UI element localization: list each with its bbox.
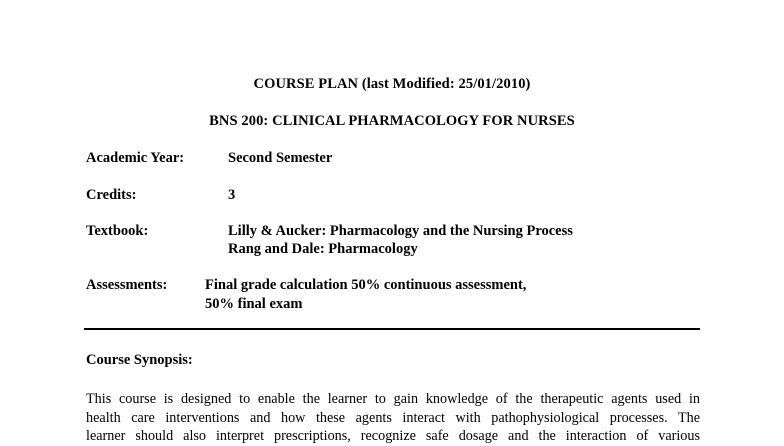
course-title: BNS 200: CLINICAL PHARMACOLOGY FOR NURSES <box>209 113 575 129</box>
textbook-value-1: Lilly & Aucker: Pharmacology and the Nursing Process <box>228 223 573 239</box>
synopsis-line: health care interventions and how these agents interact with pathophysiological processes. The <box>86 409 700 426</box>
textbook-label: Textbook: <box>86 223 149 239</box>
document-title: COURSE PLAN (last Modified: 25/01/2010) <box>253 76 531 92</box>
section-divider <box>84 328 700 330</box>
academic-year-label: Academic Year: <box>86 150 185 166</box>
synopsis-line: learner should also interpret prescriptions, recognize safe dosage and the interaction of various <box>86 428 700 444</box>
synopsis-paragraph <box>86 390 700 446</box>
assessments-label: Assessments: <box>86 277 168 293</box>
synopsis-heading: Course Synopsis: <box>86 352 193 368</box>
credits-label: Credits: <box>86 187 137 203</box>
assessments-value-1: Final grade calculation 50% continuous assessment, <box>205 277 527 293</box>
credits-value: 3 <box>228 187 236 203</box>
textbook-value-2: Rang and Dale: Pharmacology <box>228 241 418 257</box>
synopsis-line: This course is designed to enable the learner to gain knowledge of the therapeutic agents used in <box>86 391 700 407</box>
academic-year-value: Second Semester <box>228 150 333 166</box>
assessments-value-2: 50% final exam <box>205 296 303 312</box>
